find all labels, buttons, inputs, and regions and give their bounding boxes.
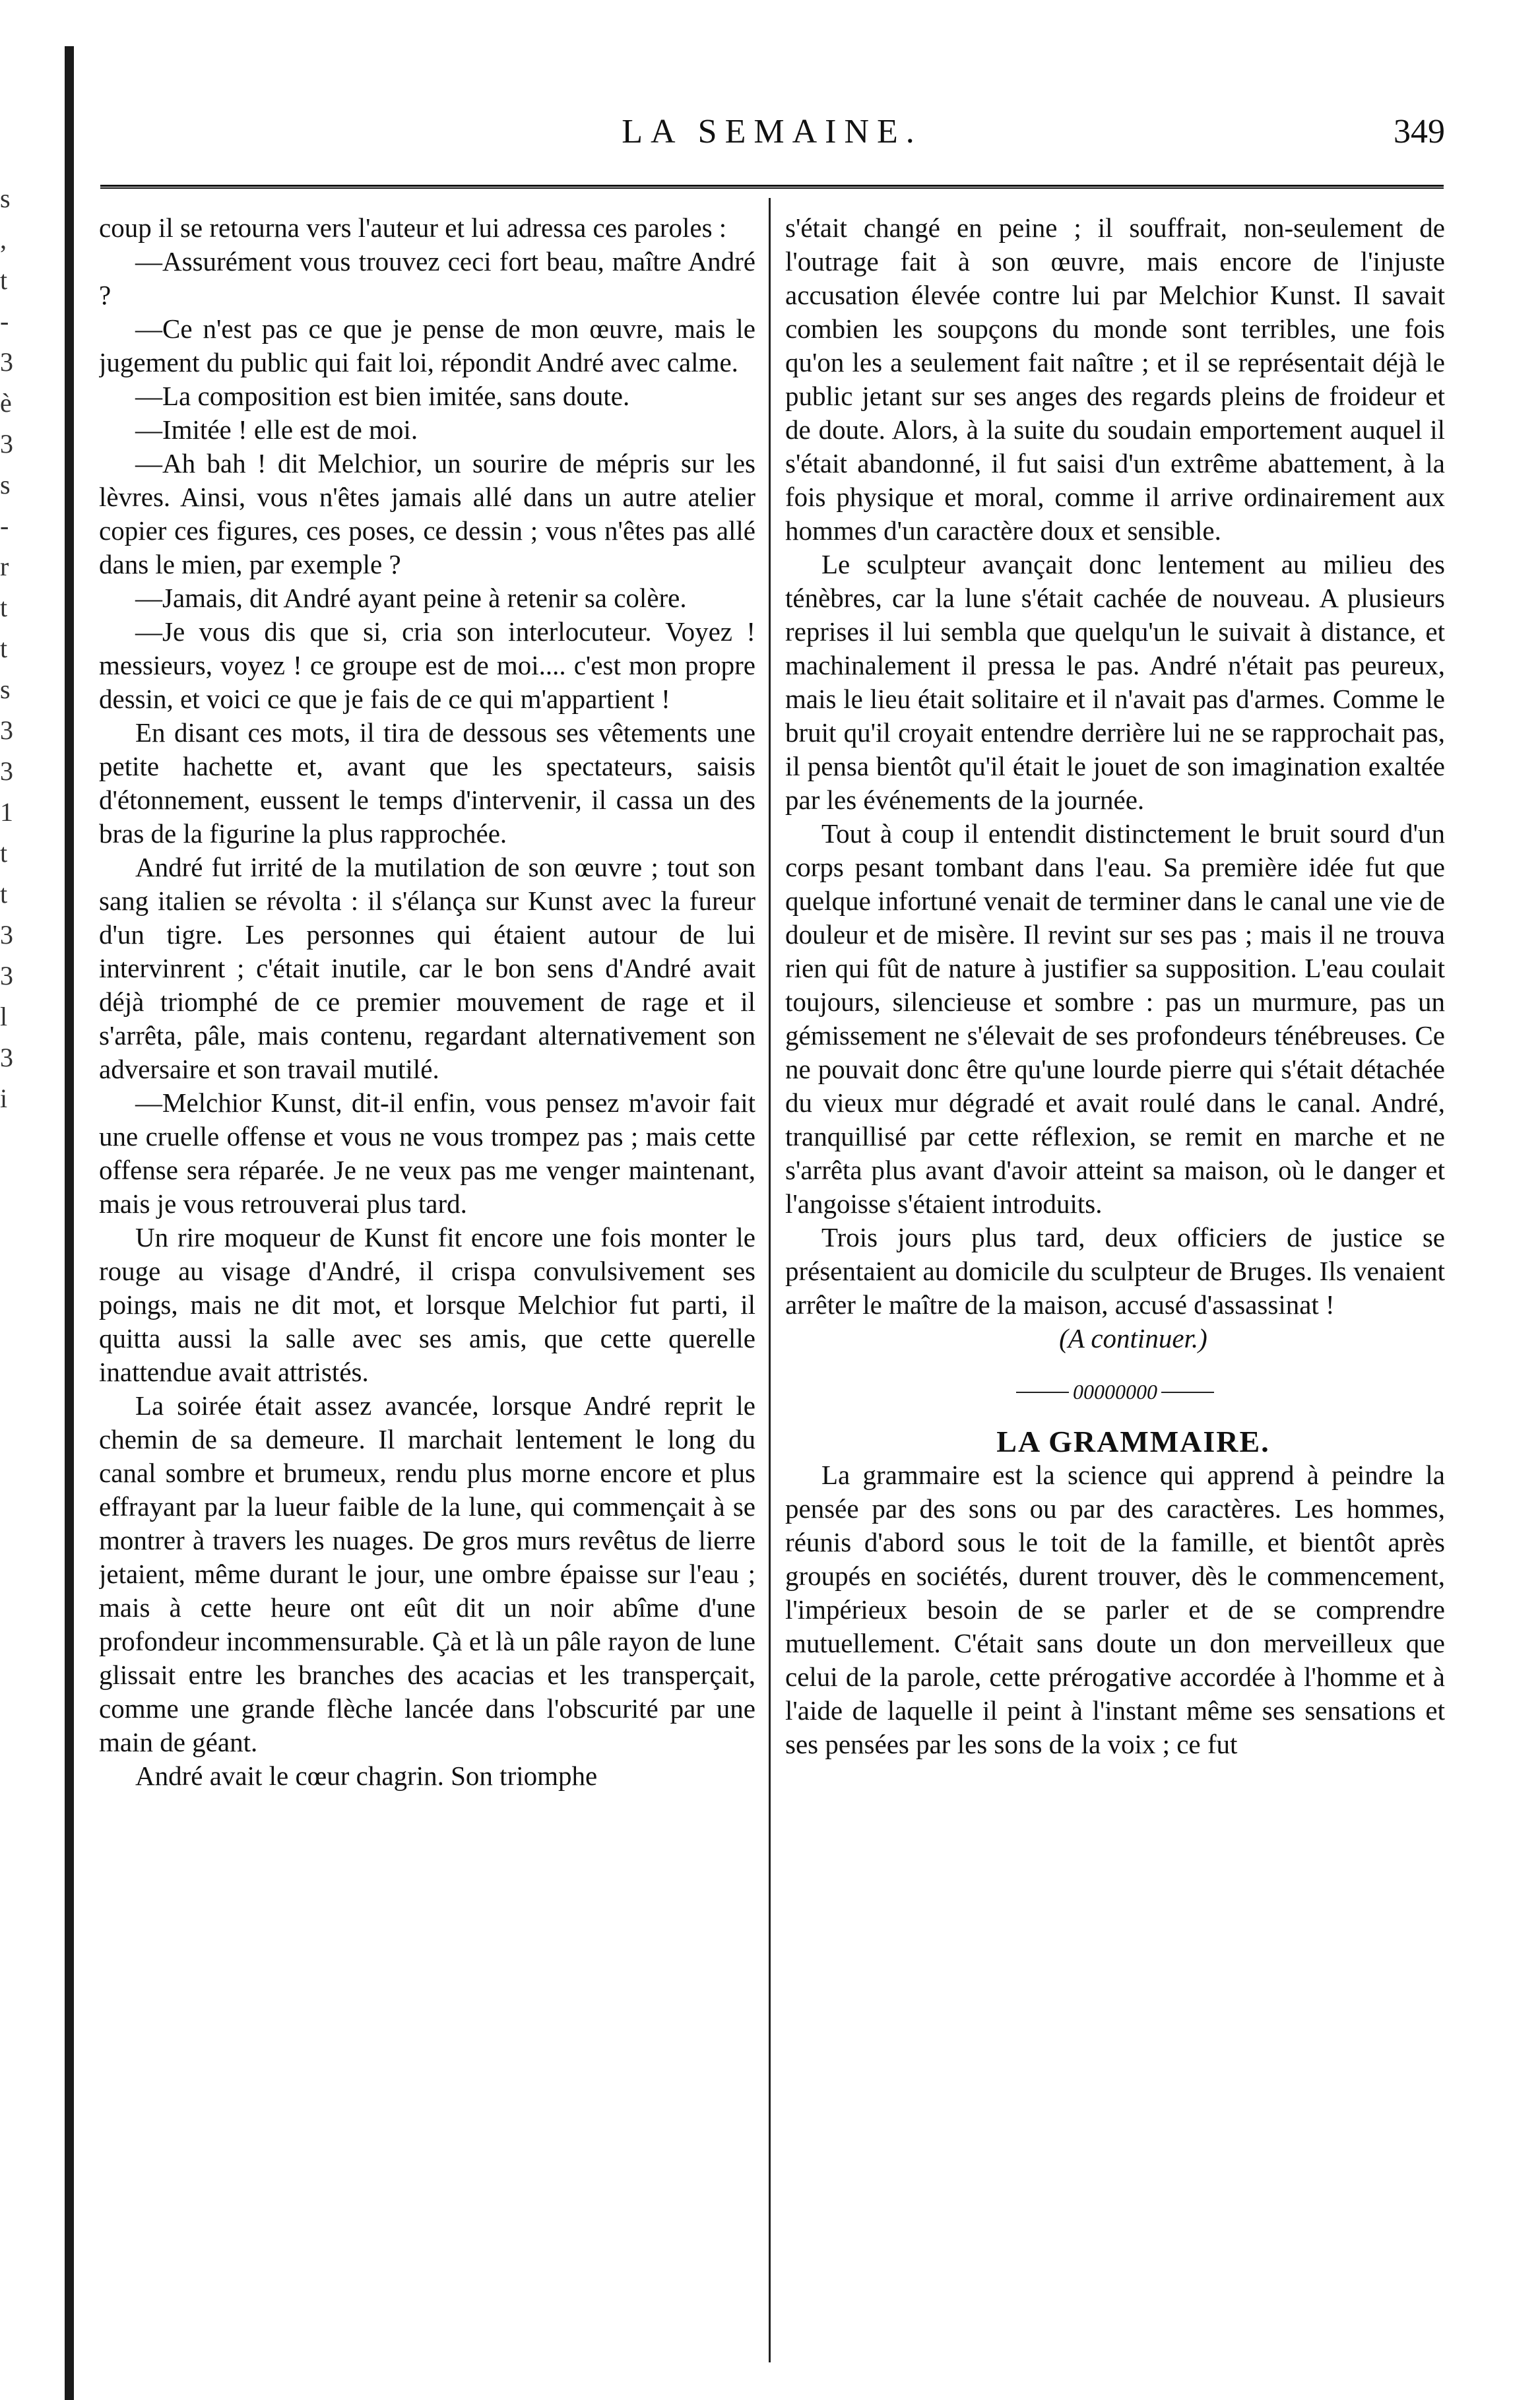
section-separator bbox=[785, 1375, 1445, 1409]
right-column bbox=[785, 211, 1445, 2376]
paragraph: En disant ces mots, il tira de dessous ses vêtements une petite hachette et, avant que les spectateurs, saisis d'étonnement, eussent le temps d'intervenir, il cassa un des bras de la figurine la plus rapprochée. bbox=[99, 717, 755, 849]
bleed-glyph: è bbox=[0, 388, 12, 418]
page-number: 349 bbox=[1394, 113, 1445, 150]
paragraph: —La composition est bien imitée, sans doute. bbox=[135, 381, 630, 411]
paragraph: Tout à coup il entendit distinctement le bruit sourd d'un corps pesant tombant dans l'eau. Sa première idée fut que quelque infortuné venait de terminer dans le canal une vie de douleur et de misère. Il revint sur ses pas ; mais il ne trouva rien qui fût de nature à justifier sa supposition. L'eau coulait toujours, silencieuse et sombre : pas un murmure, pas un gémissement ne s'élevait de ses profondeurs ténébreuses. Ce ne pouvait donc être qu'une lourde pierre qui s'était détachée du vieux mur dégradé et avait roulé dans le canal. André, tranquillisé par cette réflexion, se remit en marche et ne s'arrêta plus avant d'avoir atteint sa maison, où le danger et l'angoisse s'étaient introduits. bbox=[785, 818, 1445, 1219]
bleed-glyph: r bbox=[0, 552, 9, 581]
bleed-glyph: - bbox=[0, 306, 9, 336]
bleed-glyph: 3 bbox=[0, 961, 13, 990]
separator-line-left bbox=[1016, 1392, 1069, 1393]
bleed-glyph: 3 bbox=[0, 429, 13, 459]
bleed-glyph: s bbox=[0, 674, 11, 704]
separator-text: 00000000 bbox=[1073, 1380, 1157, 1404]
right-column-paragraphs bbox=[785, 211, 1445, 1322]
paragraph: —Ah bah ! dit Melchior, un sourire de mépris sur les lèvres. Ainsi, vous n'êtes jamais allé dans un autre atelier copier ces figures, ces poses, ce dessin ; vous n'êtes pas allé dans le mien, par exemple ? bbox=[99, 448, 755, 579]
paragraph: —Je vous dis que si, cria son interlocuteur. Voyez ! messieurs, voyez ! ce groupe est de moi.... c'est mon propre dessin, et voici ce que je fais de ce qui m'appartient ! bbox=[99, 616, 755, 714]
paragraph: coup il se retourna vers l'auteur et lui adressa ces paroles : bbox=[99, 212, 727, 243]
section-paragraphs bbox=[785, 1458, 1445, 1761]
bleed-glyph: t bbox=[0, 265, 8, 295]
continuation-note: (A continuer.) bbox=[1059, 1323, 1207, 1353]
paragraph: Le sculpteur avançait donc lentement au milieu des ténèbres, car la lune s'était cachée de nouveau. A plusieurs reprises il lui sembla que quelqu'un le suivait à distance, et machinalement il pressa le pas. André n'était pas peureux, mais le lieu était solitaire et il n'avait pas d'armes. Comme le bruit qu'il croyait entendre derrière lui ne se rapprochait pas, il pensa bientôt qu'il était le jouet de son imagination exaltée par les événements de la journée. bbox=[785, 549, 1445, 815]
bleed-glyph: - bbox=[0, 511, 9, 540]
paragraph: —Melchior Kunst, dit-il enfin, vous pensez m'avoir fait une cruelle offense et vous ne vous trompez pas ; mais cette offense sera réparée. Je ne veux pas me venger maintenant, mais je vous retrouverai plus tard. bbox=[99, 1087, 755, 1219]
column-divider bbox=[769, 198, 771, 2362]
bleed-glyph: t bbox=[0, 838, 8, 868]
bleed-glyph: t bbox=[0, 593, 8, 622]
page-header bbox=[99, 99, 1445, 178]
paragraph: —Ce n'est pas ce que je pense de mon œuvre, mais le jugement du public qui fait loi, répondit André avec calme. bbox=[99, 313, 755, 377]
bleed-glyph: 3 bbox=[0, 1043, 13, 1072]
paragraph: André avait le cœur chagrin. Son triomphe bbox=[135, 1761, 598, 1791]
bleed-glyph: 3 bbox=[0, 756, 13, 786]
bleed-glyph: 3 bbox=[0, 347, 13, 377]
bleed-glyph: s bbox=[0, 183, 11, 213]
binding-edge bbox=[65, 46, 74, 2400]
paragraph: La grammaire est la science qui apprend à peindre la pensée par des sons ou par des caractères. Les hommes, réunis d'abord sous le toit de la famille, et bientôt après groupés en sociétés, durent trouver, dès le commencement, l'impérieux besoin de se parler et de se comprendre mutuellement. C'était sans doute un don merveilleux que celui de la parole, cette prérogative accordée à l'homme et à l'aide de laquelle il peint à l'instant même ses sensations et ses pensées par les sons de la voix ; ce fut bbox=[785, 1460, 1445, 1759]
paragraph: —Assurément vous trouvez ceci fort beau, maître André ? bbox=[99, 246, 755, 310]
bleed-glyph: 3 bbox=[0, 715, 13, 745]
header-rule bbox=[100, 185, 1444, 189]
bleed-glyph: 1 bbox=[0, 797, 13, 827]
section-title: LA GRAMMAIRE. bbox=[996, 1425, 1270, 1458]
bleed-glyph: i bbox=[0, 1084, 8, 1113]
bleed-glyph: t bbox=[0, 633, 8, 663]
paragraph: —Jamais, dit André ayant peine à retenir sa colère. bbox=[135, 583, 687, 613]
paragraph: Un rire moqueur de Kunst fit encore une fois monter le rouge au visage d'André, il crispa convulsivement ses poings, mais ne dit mot, et lorsque Melchior fut parti, il quitta aussi la salle avec ses amis, que cette querelle inattendue avait attristés. bbox=[99, 1222, 755, 1387]
bleed-glyph: , bbox=[0, 224, 7, 254]
paragraph: La soirée était assez avancée, lorsque André reprit le chemin de sa demeure. Il marchait lentement le long du canal sombre et brumeux, rendu plus morne encore et plus effrayant par la lueur faible de la lune, qui commençait à se montrer à travers les nuages. De gros murs revêtus de lierre jetaient, même durant le jour, une ombre épaisse sur l'eau ; mais à cette heure ont eût dit un noir abîme d'une profondeur incommensurable. Çà et là un pâle rayon de lune glissait entre les branches des acacias et les transperçait, comme une grande flèche lancée dans l'obscurité par une main de géant. bbox=[99, 1390, 755, 1757]
margin-bleed-through bbox=[0, 178, 26, 1564]
bleed-glyph: s bbox=[0, 470, 11, 500]
paragraph: s'était changé en peine ; il souffrait, non-seulement de l'outrage fait à son œuvre, mais encore de l'injuste accusation élevée contre lui par Melchior Kunst. Il savait combien les soupçons du monde sont terribles, une fois qu'on les a seulement fait naître ; et il se représentait déjà le public jetant sur ses anges des regards pleins de froideur et de doute. Alors, à la suite du soudain emportement auquel il s'était abandonné, il fut saisi d'un extrême abattement, à la fois physique et moral, comme il arrive ordinairement aux hommes d'un caractère doux et sensible. bbox=[785, 212, 1445, 546]
bleed-glyph: t bbox=[0, 879, 8, 909]
separator-line-right bbox=[1161, 1392, 1214, 1393]
bleed-glyph: 3 bbox=[0, 920, 13, 950]
journal-title: LA SEMAINE. bbox=[622, 113, 922, 150]
left-column bbox=[99, 211, 755, 2376]
bleed-glyph: l bbox=[0, 1002, 8, 1031]
paragraph: André fut irrité de la mutilation de son œuvre ; tout son sang italien se révolta : il s'élança sur Kunst avec la fureur d'un tigre. Les personnes qui étaient autour de lui intervinrent ; c'était inutile, car le bon sens d'André avait déjà triomphé de ce premier mouvement de rage et il s'arrêta, pâle, mais contenu, regardant alternativement son adversaire et son travail mutilé. bbox=[99, 852, 755, 1084]
paragraph: —Imitée ! elle est de moi. bbox=[135, 414, 418, 445]
paragraph: Trois jours plus tard, deux officiers de justice se présentaient au domicile du sculpteur de Bruges. Ils venaient arrêter le maître de la maison, accusé d'assassinat ! bbox=[785, 1222, 1445, 1320]
